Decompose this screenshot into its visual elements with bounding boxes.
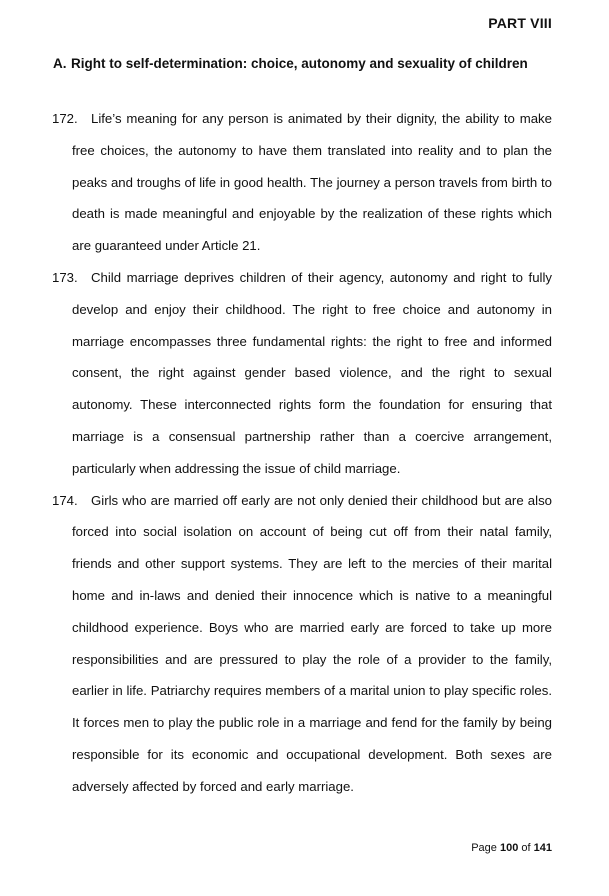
paragraph-172	[52, 103, 552, 262]
paragraph-text: Life’s meaning for any person is animated by their dignity, the ability to make free choices, the autonomy to have them translated into reality and to plan the peaks and troughs of life in good health. The journey a person travels from birth to death is made meaningful and enjoyable by the realization of these rights which are guaranteed under Article 21.	[72, 111, 552, 254]
paragraph-number: 174.	[52, 492, 78, 508]
paragraph-number: 173.	[52, 269, 78, 285]
page-word: Page	[471, 842, 497, 854]
section-heading	[53, 56, 528, 71]
of-word: of	[521, 842, 531, 854]
body-text	[52, 103, 552, 803]
section-title: Right to self-determination: choice, autonomy and sexuality of children	[71, 56, 528, 71]
total-pages-number: 141	[533, 842, 552, 854]
paragraph-text: Child marriage deprives children of their agency, autonomy and right to fully develop and enjoy their childhood. The right to free choice and autonomy in marriage encompasses three fundamental rights: the right to free and informed consent, the right against gender based violence, and the right to sexual autonomy. These interconnected rights form the foundation for ensuring that marriage is a consensual partnership rather than a coercive arrangement, particularly when addressing the issue of child marriage.	[72, 269, 552, 476]
paragraph-173	[52, 262, 552, 485]
part-label: PART VIII	[488, 15, 552, 31]
page-footer	[471, 842, 552, 854]
current-page-number: 100	[499, 842, 519, 854]
paragraph-174	[52, 485, 552, 803]
paragraph-number: 172.	[52, 111, 78, 126]
paragraph-text: Girls who are married off early are not only denied their childhood but are also forced into social isolation on account of being cut off from their natal family, friends and other support systems. They are left to the mercies of their marital home and in-laws and denied their innocence which is native to a meaningful childhood experience. Boys who are married early are forced to take up more responsibilities and are pressured to play the role of a provider to the family, earlier in life. Patriarchy requires members of a marital union to play specific roles. It forces men to play the public role in a marriage and fend for the family by being responsible for its economic and occupational development. Both sexes are adversely affected by forced and early marriage.	[72, 492, 552, 794]
section-letter: A.	[53, 56, 67, 71]
